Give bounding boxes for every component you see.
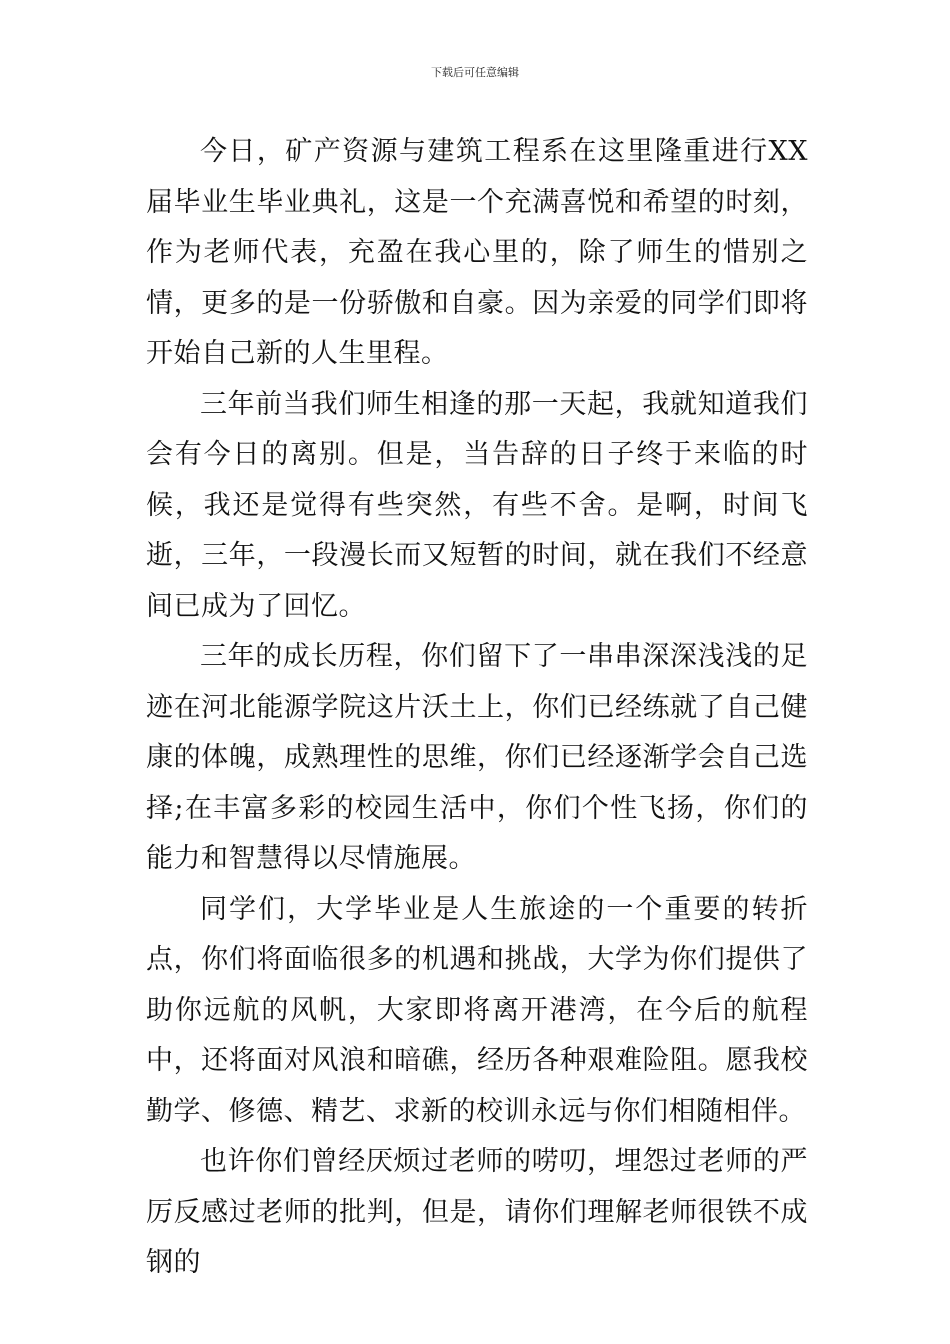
paragraph-5: 也许你们曾经厌烦过老师的唠叨，埋怨过老师的严厉反感过老师的批判，但是，请你们理解老师很铁不成钢的 [146, 1146, 808, 1278]
page-header-note: 下载后可任意编辑 [431, 66, 519, 79]
document-body [146, 127, 808, 1289]
paragraph-4: 同学们，大学毕业是人生旅途的一个重要的转折点，你们将面临很多的机遇和挑战，大学为你们提供了助你远航的风帆，大家即将离开港湾，在今后的航程中，还将面对风浪和暗礁，经历各种艰难险阻。愿我校勤学、修德、精艺、求新的校训永远与你们相随相伴。 [146, 893, 808, 1127]
paragraph-2: 三年前当我们师生相逢的那一天起，我就知道我们会有今日的离别。但是，当告辞的日子终于来临的时候，我还是觉得有些突然，有些不舍。是啊，时间飞逝，三年，一段漫长而又短暂的时间，就在我们不经意间已成为了回忆。 [146, 388, 808, 622]
paragraph-1: 今日，矿产资源与建筑工程系在这里隆重进行XX届毕业生毕业典礼，这是一个充满喜悦和希望的时刻，作为老师代表，充盈在我心里的，除了师生的惜别之情，更多的是一份骄傲和自豪。因为亲爱的同学们即将开始自己新的人生里程。 [146, 136, 808, 369]
paragraph-3: 三年的成长历程，你们留下了一串串深深浅浅的足迹在河北能源学院这片沃土上，你们已经练就了自己健康的体魄，成熟理性的思维，你们已经逐渐学会自己选择;在丰富多彩的校园生活中，你们个性飞扬，你们的能力和智慧得以尽情施展。 [146, 641, 808, 874]
